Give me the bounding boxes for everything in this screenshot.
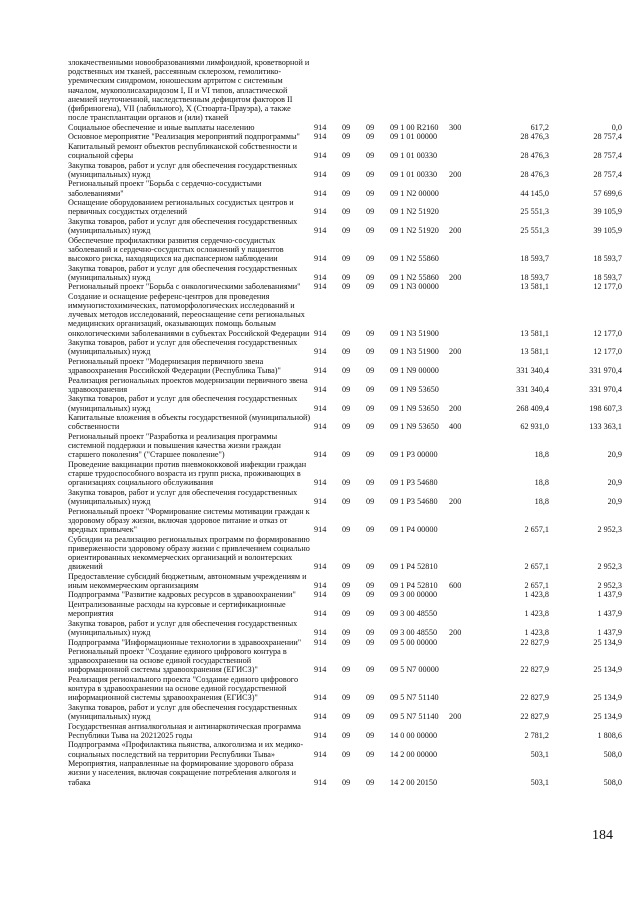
subsection-code: 09 <box>366 562 375 572</box>
amount-year-1: 1 423,8 <box>524 627 549 637</box>
subsection-code: 09 <box>366 590 375 600</box>
table-row <box>68 572 628 590</box>
subsection-code: 09 <box>366 328 375 338</box>
subsection-code: 09 <box>366 169 375 179</box>
amount-year-2: 2 952,3 <box>597 525 622 535</box>
row-name: Подпрограмма "Развитие кадровых ресурсов в здравоохранении" <box>68 590 296 600</box>
section-code: 09 <box>342 525 351 535</box>
expense-type-code: 200 <box>449 272 462 282</box>
table-row <box>68 619 628 637</box>
table-row <box>68 703 628 721</box>
target-article-code: 09 1 N3 51900 <box>390 328 439 338</box>
subsection-code: 09 <box>366 254 375 264</box>
subsection-code: 09 <box>366 450 375 460</box>
ved-code: 914 <box>314 347 327 357</box>
amount-year-2: 198 607,3 <box>589 403 622 413</box>
target-article-code: 09 1 N2 51920 <box>390 226 439 236</box>
row-name: Капитальный ремонт объектов республиканской собственности и социальной сферы <box>68 141 298 161</box>
target-article-code: 09 1 N9 00000 <box>390 366 439 376</box>
subsection-code: 09 <box>366 478 375 488</box>
ved-code: 914 <box>314 132 327 142</box>
ved-code: 914 <box>314 580 327 590</box>
ved-code: 914 <box>314 366 327 376</box>
amount-year-2: 2 952,3 <box>597 562 622 572</box>
row-name: Закупка товаров, работ и услуг для обеспечения государственных (муниципальных) нужд <box>68 487 298 507</box>
section-code: 09 <box>342 188 351 198</box>
row-name: Закупка товаров, работ и услуг для обеспечения государственных (муниципальных) нужд <box>68 263 298 282</box>
ved-code: 914 <box>314 282 327 292</box>
row-name: Субсидии на реализацию региональных программ по формированию приверженности здоровому образу жизни с привлечением социально ориентированных некоммерческих организаций и волонтерских движений <box>68 534 310 572</box>
amount-year-1: 331 340,4 <box>516 384 549 394</box>
row-name: Региональный проект "Создание единого цифрового контура в здравоохранении на основе единой государственной информационной системы здравоохранения (ЕГИСЗ)" <box>68 647 287 675</box>
row-name: Капитальные вложения в объекты государственной (муниципальной) собственности <box>68 413 311 432</box>
table-row <box>68 338 628 356</box>
ved-code: 914 <box>314 609 327 619</box>
amount-year-2: 25 134,9 <box>593 665 622 675</box>
section-code: 09 <box>342 590 351 600</box>
ved-code: 914 <box>314 422 327 432</box>
subsection-code: 09 <box>366 207 375 217</box>
table-row <box>68 394 628 412</box>
target-article-code: 09 1 N2 51920 <box>390 207 439 217</box>
table-row <box>68 535 628 572</box>
row-name: Подпрограмма «Профилактика пьянства, алкоголизма и их медико- социальных последствий на территории Республики Тыва» <box>68 740 304 759</box>
subsection-code: 09 <box>366 226 375 236</box>
amount-year-1: 22 827,9 <box>520 712 549 722</box>
amount-year-1: 13 581,1 <box>520 328 549 338</box>
amount-year-2: 508,0 <box>603 777 622 787</box>
ved-code: 914 <box>314 122 327 132</box>
amount-year-1: 617,2 <box>530 122 549 132</box>
target-article-code: 09 1 N2 55860 <box>390 254 439 264</box>
row-name: Закупка товаров, работ и услуг для обеспечения государственных (муниципальных) нужд <box>68 338 298 357</box>
amount-year-2: 508,0 <box>603 749 622 759</box>
amount-year-1: 503,1 <box>530 749 549 759</box>
section-code: 09 <box>342 693 351 703</box>
ved-code: 914 <box>314 562 327 572</box>
ved-code: 914 <box>314 525 327 535</box>
table-row <box>68 264 628 282</box>
section-code: 09 <box>342 497 351 507</box>
amount-year-2: 1 437,9 <box>597 609 622 619</box>
amount-year-1: 13 581,1 <box>520 282 549 292</box>
target-article-code: 09 3 00 48550 <box>390 609 438 619</box>
amount-year-2: 331 970,4 <box>589 366 622 376</box>
amount-year-1: 28 476,3 <box>520 132 549 142</box>
row-name: Государственная антиалкогольная и антинаркотическая программа Республики Тыва на 20212025 годы <box>68 721 301 740</box>
table-row <box>68 217 628 235</box>
amount-year-1: 331 340,4 <box>516 366 549 376</box>
amount-year-1: 18,8 <box>534 497 549 507</box>
target-article-code: 09 1 N2 00000 <box>390 188 439 198</box>
subsection-code: 09 <box>366 347 375 357</box>
subsection-code: 09 <box>366 777 375 787</box>
target-article-code: 09 1 N9 53650 <box>390 384 439 394</box>
row-name: Региональный проект "Разработка и реализация программы системной поддержки и повышения качества жизни граждан старшего поколения" ("Старшее поколение") <box>68 431 281 460</box>
amount-year-2: 39 105,9 <box>593 207 622 217</box>
ved-code: 914 <box>314 226 327 236</box>
table-row <box>68 282 628 291</box>
expense-type-code: 600 <box>449 580 462 590</box>
row-name: Реализация регионального проекта "Создание единого цифрового контура в здравоохранении на основе единой государственной информационной системы здравоохранения (ЕГИСЗ)" <box>68 675 299 703</box>
subsection-code: 09 <box>366 665 375 675</box>
section-code: 09 <box>342 637 351 647</box>
expense-type-code: 200 <box>449 712 462 722</box>
amount-year-1: 44 145,0 <box>520 188 549 198</box>
amount-year-1: 1 423,8 <box>524 609 549 619</box>
amount-year-1: 28 476,3 <box>520 151 549 161</box>
subsection-code: 09 <box>366 525 375 535</box>
target-article-code: 09 1 N3 51900 <box>390 347 439 357</box>
subsection-code: 09 <box>366 188 375 198</box>
section-code: 09 <box>342 403 351 413</box>
table-row <box>68 58 628 122</box>
section-code: 09 <box>342 207 351 217</box>
section-code: 09 <box>342 665 351 675</box>
amount-year-2: 25 134,9 <box>593 637 622 647</box>
amount-year-1: 18,8 <box>534 450 549 460</box>
table-row <box>68 460 628 488</box>
amount-year-2: 20,9 <box>607 497 622 507</box>
subsection-code: 09 <box>366 132 375 142</box>
table-row <box>68 432 628 460</box>
table-row <box>68 647 628 675</box>
table-row <box>68 740 628 758</box>
target-article-code: 09 5 N7 51140 <box>390 712 439 722</box>
row-name: злокачественными новообразованиями лимфоидной, кроветворной и родственных им тканей, рассеянным склерозом, гемолитико- уремическим синдромом, юношеским артритом с системным началом, мукополисахаридозом I, II и VI типов, апластической анемией неуточненной, наследственным дефицитом факторов II (фибриногена), VII (лабильного), X (Стюарта-Прауэра), а также после трансплантации органов и (или) тканей <box>68 58 310 123</box>
section-code: 09 <box>342 384 351 394</box>
target-article-code: 09 1 P4 52810 <box>390 562 438 572</box>
amount-year-1: 22 827,9 <box>520 693 549 703</box>
amount-year-1: 18 593,7 <box>520 254 549 264</box>
table-row <box>68 123 628 132</box>
amount-year-1: 503,1 <box>530 777 549 787</box>
amount-year-2: 28 757,4 <box>593 169 622 179</box>
expense-type-code: 200 <box>449 169 462 179</box>
target-article-code: 09 1 N9 53650 <box>390 403 439 413</box>
amount-year-2: 0,0 <box>611 122 622 132</box>
amount-year-2: 57 699,6 <box>593 188 622 198</box>
expense-type-code: 200 <box>449 226 462 236</box>
section-code: 09 <box>342 478 351 488</box>
amount-year-2: 331 970,4 <box>589 384 622 394</box>
row-name: Оснащение оборудованием региональных сосудистых центров и первичных сосудистых отделений <box>68 198 294 217</box>
subsection-code: 09 <box>366 627 375 637</box>
row-name: Закупка товаров, работ и услуг для обеспечения государственных (муниципальных) нужд <box>68 216 298 236</box>
amount-year-1: 28 476,3 <box>520 169 549 179</box>
ved-code: 914 <box>314 328 327 338</box>
amount-year-2: 39 105,9 <box>593 226 622 236</box>
page-number: 184 <box>592 828 613 843</box>
target-article-code: 09 1 01 00330 <box>390 151 438 161</box>
expense-type-code: 200 <box>449 347 462 357</box>
ved-code: 914 <box>314 188 327 198</box>
ved-code: 914 <box>314 272 327 282</box>
amount-year-2: 1 808,6 <box>597 730 622 740</box>
row-name: Создание и оснащение референс-центров для проведения иммуногистохимических, патоморфологических исследований и лучевых методов исследований, переоснащение сети региональных медицинских организаций, оказывающих помощь больным онкологическими заболеваниями в субъектах Российской Федерации <box>68 291 310 338</box>
amount-year-2: 133 363,1 <box>589 422 622 432</box>
target-article-code: 09 5 00 00000 <box>390 637 438 647</box>
amount-year-2: 18 593,7 <box>593 254 622 264</box>
amount-year-1: 13 581,1 <box>520 347 549 357</box>
ved-code: 914 <box>314 712 327 722</box>
subsection-code: 09 <box>366 282 375 292</box>
amount-year-1: 18 593,7 <box>520 272 549 282</box>
amount-year-1: 25 551,3 <box>520 207 549 217</box>
section-code: 09 <box>342 450 351 460</box>
target-article-code: 14 2 00 00000 <box>390 749 438 759</box>
table-row <box>68 376 628 394</box>
amount-year-1: 1 423,8 <box>524 590 549 600</box>
table-row <box>68 600 628 618</box>
section-code: 09 <box>342 749 351 759</box>
section-code: 09 <box>342 627 351 637</box>
subsection-code: 09 <box>366 580 375 590</box>
ved-code: 914 <box>314 207 327 217</box>
ved-code: 914 <box>314 169 327 179</box>
table-row <box>68 142 628 160</box>
amount-year-2: 28 757,4 <box>593 132 622 142</box>
section-code: 09 <box>342 254 351 264</box>
subsection-code: 09 <box>366 693 375 703</box>
section-code: 09 <box>342 580 351 590</box>
ved-code: 914 <box>314 450 327 460</box>
row-name: Централизованные расходы на курсовые и сертификационные мероприятия <box>68 600 286 619</box>
target-article-code: 09 1 P3 54680 <box>390 478 438 488</box>
target-article-code: 09 1 00 R2160 <box>390 122 439 132</box>
section-code: 09 <box>342 730 351 740</box>
target-article-code: 14 2 00 20150 <box>390 777 438 787</box>
amount-year-1: 25 551,3 <box>520 226 549 236</box>
target-article-code: 09 3 00 48550 <box>390 627 438 637</box>
amount-year-2: 1 437,9 <box>597 590 622 600</box>
target-article-code: 09 1 01 00000 <box>390 132 438 142</box>
table-row <box>68 357 628 375</box>
ved-code: 914 <box>314 637 327 647</box>
section-code: 09 <box>342 366 351 376</box>
target-article-code: 09 5 N7 00000 <box>390 665 439 675</box>
ved-code: 914 <box>314 403 327 413</box>
subsection-code: 09 <box>366 497 375 507</box>
section-code: 09 <box>342 226 351 236</box>
row-name: Региональный проект "Борьба с онкологическими заболеваниями" <box>68 282 301 292</box>
row-name: Закупка товаров, работ и услуг для обеспечения государственных (муниципальных) нужд <box>68 394 298 413</box>
section-code: 09 <box>342 712 351 722</box>
ved-code: 914 <box>314 384 327 394</box>
target-article-code: 09 1 N9 53650 <box>390 422 439 432</box>
table-row <box>68 759 628 787</box>
subsection-code: 09 <box>366 422 375 432</box>
section-code: 09 <box>342 562 351 572</box>
amount-year-2: 20,9 <box>607 450 622 460</box>
expense-type-code: 400 <box>449 422 462 432</box>
target-article-code: 09 1 N3 00000 <box>390 282 439 292</box>
table-row <box>68 132 628 141</box>
amount-year-1: 22 827,9 <box>520 665 549 675</box>
subsection-code: 09 <box>366 122 375 132</box>
amount-year-2: 12 177,0 <box>593 328 622 338</box>
row-name: Региональный проект "Модернизация первичного звена здравоохранения Российской Федерации (Республика Тыва)" <box>68 356 281 376</box>
section-code: 09 <box>342 122 351 132</box>
target-article-code: 09 1 P3 54680 <box>390 497 438 507</box>
amount-year-1: 268 409,4 <box>516 403 549 413</box>
amount-year-2: 28 757,4 <box>593 151 622 161</box>
ved-code: 914 <box>314 478 327 488</box>
subsection-code: 09 <box>366 609 375 619</box>
target-article-code: 09 1 01 00330 <box>390 169 438 179</box>
row-name: Реализация региональных проектов модернизации первичного звена здравоохранения <box>68 375 308 394</box>
amount-year-2: 12 177,0 <box>593 347 622 357</box>
ved-code: 914 <box>314 665 327 675</box>
row-name: Мероприятия, направленные на формирование здорового образа жизни у населения, включая сокращение потребления алкоголя и табака <box>68 759 296 787</box>
table-row <box>68 638 628 647</box>
subsection-code: 09 <box>366 151 375 161</box>
row-name: Закупка товаров, работ и услуг для обеспечения государственных (муниципальных) нужд <box>68 618 298 637</box>
budget-table <box>68 58 628 787</box>
table-row <box>68 722 628 740</box>
amount-year-1: 2 781,2 <box>524 730 549 740</box>
ved-code: 914 <box>314 627 327 637</box>
section-code: 09 <box>342 151 351 161</box>
ved-code: 914 <box>314 777 327 787</box>
target-article-code: 09 5 N7 51140 <box>390 693 439 703</box>
section-code: 09 <box>342 328 351 338</box>
amount-year-1: 2 657,1 <box>524 525 549 535</box>
target-article-code: 09 1 P4 00000 <box>390 525 438 535</box>
ved-code: 914 <box>314 497 327 507</box>
amount-year-2: 18 593,7 <box>593 272 622 282</box>
row-name: Обеспечение профилактики развития сердечно-сосудистых заболеваний и сердечно-сосудистых осложнений у пациентов высокого риска, находящихся на диспансерном наблюдении <box>68 235 284 264</box>
target-article-code: 09 1 P3 00000 <box>390 450 438 460</box>
ved-code: 914 <box>314 730 327 740</box>
section-code: 09 <box>342 272 351 282</box>
section-code: 09 <box>342 132 351 142</box>
row-name: Региональный проект "Формирование системы мотивации граждан к здоровому образу жизни, включая здоровое питание и отказ от вредных привычек" <box>68 506 310 535</box>
amount-year-1: 62 931,0 <box>520 422 549 432</box>
row-name: Предоставление субсидий бюджетным, автономным учреждениям и иным некоммерческим организациям <box>68 571 307 590</box>
amount-year-2: 20,9 <box>607 478 622 488</box>
section-code: 09 <box>342 169 351 179</box>
target-article-code: 09 1 N2 55860 <box>390 272 439 282</box>
section-code: 09 <box>342 777 351 787</box>
amount-year-2: 2 952,3 <box>597 580 622 590</box>
table-row <box>68 507 628 535</box>
subsection-code: 09 <box>366 403 375 413</box>
row-name: Закупка товаров, работ и услуг для обеспечения государственных (муниципальных) нужд <box>68 160 298 179</box>
expense-type-code: 200 <box>449 403 462 413</box>
subsection-code: 09 <box>366 749 375 759</box>
row-name: Региональный проект "Борьба с сердечно-сосудистыми заболеваниями" <box>68 179 262 198</box>
amount-year-2: 25 134,9 <box>593 712 622 722</box>
subsection-code: 09 <box>366 637 375 647</box>
section-code: 09 <box>342 609 351 619</box>
table-row <box>68 675 628 703</box>
row-name: Проведение вакцинации против пневмококковой инфекции граждан старше трудоспособного возраста из групп риска, проживающих в организациях социального обслуживания <box>68 459 307 488</box>
subsection-code: 09 <box>366 730 375 740</box>
table-row <box>68 236 628 264</box>
amount-year-2: 25 134,9 <box>593 693 622 703</box>
row-name: Социальное обеспечение и иные выплаты населению <box>68 122 255 132</box>
subsection-code: 09 <box>366 366 375 376</box>
ved-code: 914 <box>314 151 327 161</box>
target-article-code: 14 0 00 00000 <box>390 730 438 740</box>
section-code: 09 <box>342 282 351 292</box>
ved-code: 914 <box>314 693 327 703</box>
table-row <box>68 161 628 179</box>
table-row <box>68 488 628 506</box>
expense-type-code: 300 <box>449 122 462 132</box>
row-name: Подпрограмма "Информационные технологии в здравоохранении" <box>68 637 302 647</box>
expense-type-code: 200 <box>449 497 462 507</box>
expense-type-code: 200 <box>449 627 462 637</box>
amount-year-1: 22 827,9 <box>520 637 549 647</box>
target-article-code: 09 3 00 00000 <box>390 590 438 600</box>
amount-year-1: 2 657,1 <box>524 580 549 590</box>
amount-year-2: 12 177,0 <box>593 282 622 292</box>
table-row <box>68 590 628 599</box>
table-row <box>68 179 628 197</box>
table-row <box>68 198 628 216</box>
row-name: Основное мероприятие "Реализация мероприятий подпрограммы" <box>68 132 300 142</box>
target-article-code: 09 1 P4 52810 <box>390 580 438 590</box>
ved-code: 914 <box>314 590 327 600</box>
section-code: 09 <box>342 422 351 432</box>
subsection-code: 09 <box>366 272 375 282</box>
amount-year-1: 18,8 <box>534 478 549 488</box>
table-row <box>68 292 628 338</box>
row-name: Закупка товаров, работ и услуг для обеспечения государственных (муниципальных) нужд <box>68 702 298 722</box>
ved-code: 914 <box>314 749 327 759</box>
amount-year-2: 1 437,9 <box>597 627 622 637</box>
subsection-code: 09 <box>366 712 375 722</box>
table-row <box>68 413 628 431</box>
section-code: 09 <box>342 347 351 357</box>
amount-year-1: 2 657,1 <box>524 562 549 572</box>
ved-code: 914 <box>314 254 327 264</box>
subsection-code: 09 <box>366 384 375 394</box>
